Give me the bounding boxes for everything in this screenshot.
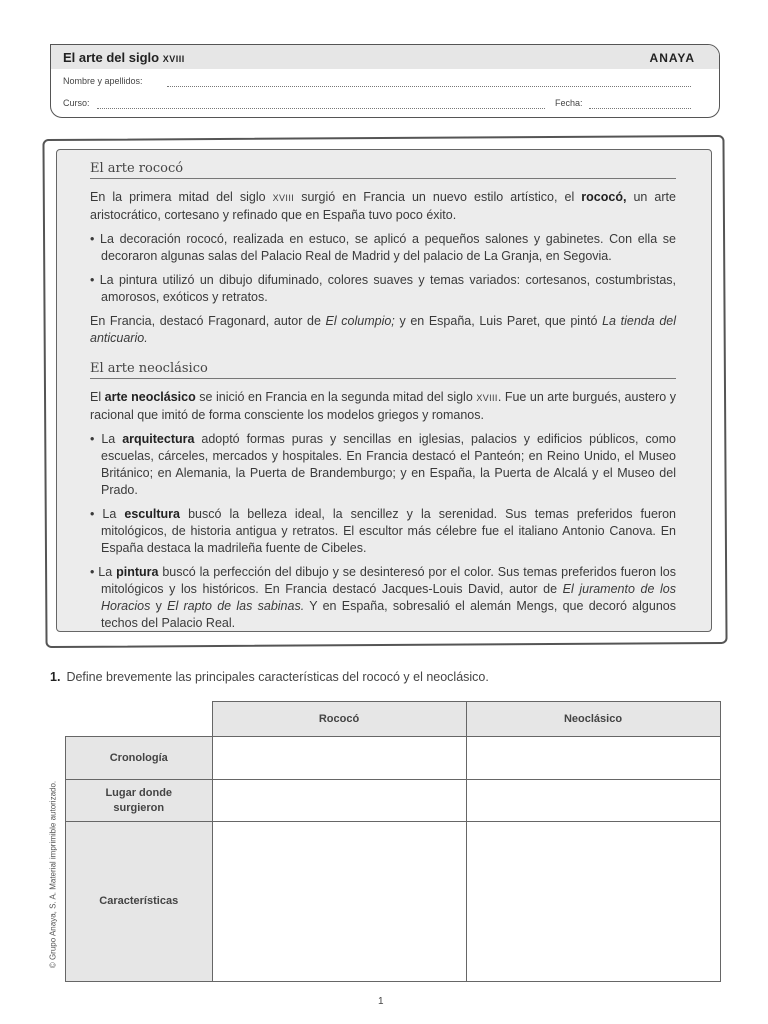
question-text: Define brevemente las principales características del rococó y el neoclásico. — [66, 670, 489, 684]
name-field[interactable] — [167, 86, 691, 87]
worksheet-title: El arte del siglo XVIII — [63, 50, 185, 65]
rococo-artists: En Francia, destacó Fragonard, autor de El columpio; y en España, Luis Paret, que pintó La tienda del anticuario. — [90, 314, 677, 345]
date-field[interactable] — [589, 108, 691, 109]
name-label: Nombre y apellidos: — [63, 76, 143, 86]
info-content — [90, 160, 676, 639]
row-header-characteristics: Características — [66, 822, 213, 982]
publisher-logo: ANAYA — [649, 51, 695, 65]
answer-cell-neoclassic-characteristics[interactable] — [466, 822, 720, 982]
header-form — [50, 44, 720, 118]
question-1 — [50, 670, 489, 684]
row-header-chronology: Cronología — [66, 737, 213, 780]
course-label: Curso: — [63, 98, 90, 108]
neoclassic-bullet-sculpture: • La escultura buscó la belleza ideal, la sencillez y la serenidad. Sus temas preferidos fueron mitológicos, de historia antigua y retratos. El escultor más célebre fue el italiano Antonio Canova. En España destaca la madrileña fuente de Cibeles. — [90, 507, 676, 555]
neoclassic-bullet-architecture: • La arquitectura adoptó formas puras y sencillas en iglesias, palacios y edificios públicos, como escuelas, cárceles, mercados y hospitales. En Francia destacó el Panteón; en Reino Unido, el Museo Británico; en Alemania, la Puerta de Brandemburgo; y en España, la Puerta de Alcalá y el Museo del Prado. — [90, 432, 676, 497]
answer-cell-neoclassic-origin[interactable] — [466, 780, 720, 822]
comparison-table — [65, 701, 721, 982]
course-field[interactable] — [97, 108, 545, 109]
page-number: 1 — [378, 996, 384, 1007]
date-label: Fecha: — [555, 98, 583, 108]
column-header-rococo: Rococó — [212, 702, 466, 737]
column-header-neoclassic: Neoclásico — [466, 702, 720, 737]
question-number: 1. — [50, 670, 61, 684]
row-header-origin: Lugar donde surgieron — [66, 780, 213, 822]
answer-cell-rococo-origin[interactable] — [212, 780, 466, 822]
rococo-bullet-painting: • La pintura utilizó un dibujo difuminado, colores suaves y temas variados: cortesanos, costumbristas, amorosos, exóticos y retratos. — [90, 273, 676, 304]
answer-cell-neoclassic-chronology[interactable] — [466, 737, 720, 780]
table-corner — [66, 702, 213, 737]
neoclassic-bullet-painting: • La pintura buscó la perfección del dibujo y se desinteresó por el color. Sus temas preferidos fueron los mitológicos y los históricos. En Francia destacó Jacques-Louis David, autor de El juramento de los Horacios y El rapto de las sabinas. Y en España, sobresalió el alemán Mengs, que decoró algunos techos del Palacio Real. — [90, 565, 676, 630]
rococo-heading: El arte rococó — [90, 160, 676, 179]
answer-cell-rococo-characteristics[interactable] — [212, 822, 466, 982]
rococo-bullet-decoration: • La decoración rococó, realizada en estuco, se aplicó a pequeños salones y gabinetes. Con ella se decoraron algunas salas del Palacio Real de Madrid y del palacio de La Granja, en Segovia. — [90, 232, 676, 263]
neoclassic-heading: El arte neoclásico — [90, 360, 676, 379]
answer-cell-rococo-chronology[interactable] — [212, 737, 466, 780]
neoclassic-intro: El arte neoclásico se inició en Francia en la segunda mitad del siglo XVIII. Fue un arte burgués, austero y racional que imitó de forma consciente los modelos griegos y romanos. — [90, 390, 677, 422]
copyright-note: © Grupo Anaya, S. A. Material imprimible autorizado. — [48, 780, 58, 969]
rococo-intro: En la primera mitad del siglo XVIII surgió en Francia un nuevo estilo artístico, el rococó, un arte aristocrático, cortesano y refinado que en España tuvo poco éxito. — [90, 190, 676, 222]
